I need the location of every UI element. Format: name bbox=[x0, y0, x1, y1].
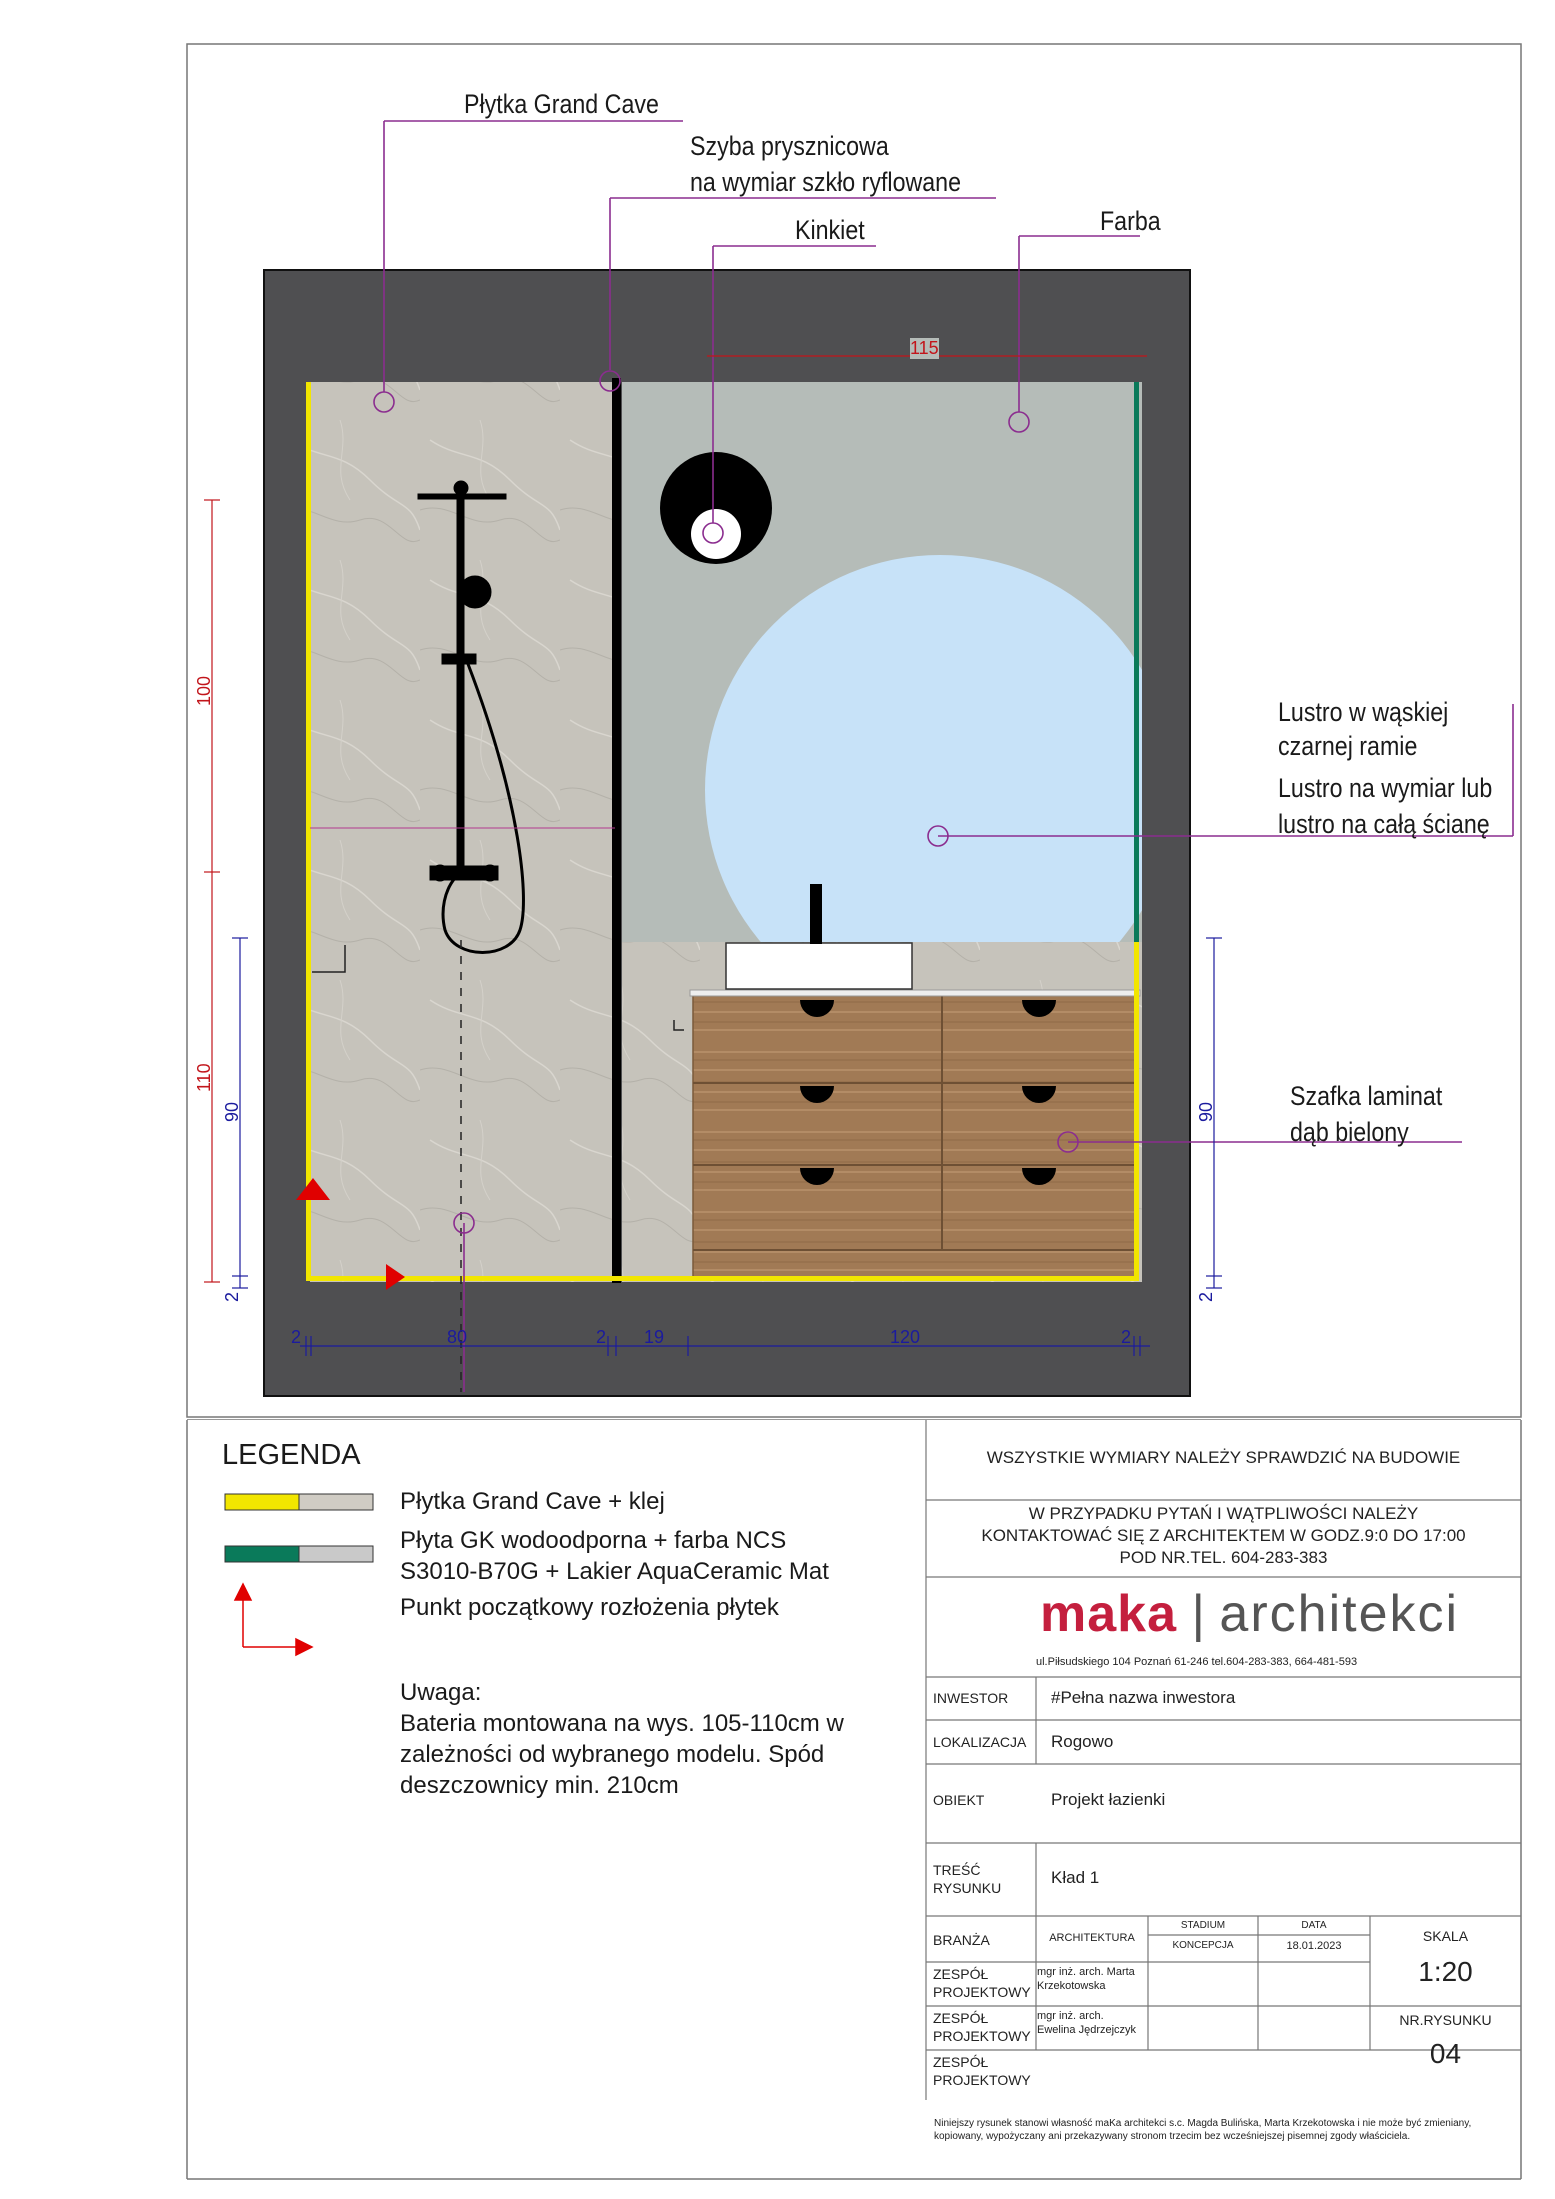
dim-bottom-80: 80 bbox=[447, 1327, 468, 1347]
brand-logo-architekci: architekci bbox=[1219, 1585, 1460, 1643]
label-cabinet-line1: Szafka laminat bbox=[1290, 1081, 1443, 1111]
dim-bottom-2a: 2 bbox=[291, 1327, 302, 1347]
brand-logo-maka: maka bbox=[1040, 1585, 1177, 1643]
team2-member-line1: mgr inż. arch. bbox=[1037, 2010, 1104, 2022]
label-glass-line1: Szyba prysznicowa bbox=[690, 131, 889, 161]
basin-faucet bbox=[810, 884, 822, 944]
note-line3: deszczownicy min. 210cm bbox=[400, 1772, 679, 1799]
legend-item-tile: Płytka Grand Cave + klej bbox=[400, 1488, 665, 1515]
drawing-no-label: NR.RYSUNKU bbox=[1399, 2012, 1492, 2028]
notice-contact-line2: KONTAKTOWAĆ SIĘ Z ARCHITEKTEM W GODZ.9:0 DO 17:00 bbox=[981, 1526, 1466, 1545]
date-label: DATA bbox=[1301, 1920, 1327, 1931]
label-cabinet-line2: dąb bielony bbox=[1290, 1117, 1409, 1147]
dim-bottom-19: 19 bbox=[644, 1327, 665, 1347]
drawing-no-value: 04 bbox=[1429, 2038, 1462, 2069]
investor-value: #Pełna nazwa inwestora bbox=[1051, 1688, 1236, 1707]
team1-label-line1: ZESPÓŁ bbox=[933, 1966, 989, 1982]
legend-swatches bbox=[225, 1494, 373, 1562]
note-line1: Bateria montowana na wys. 105-110cm w bbox=[400, 1710, 844, 1737]
dim-top-115: 115 bbox=[910, 338, 939, 358]
branch-value: ARCHITEKTURA bbox=[1049, 1932, 1135, 1944]
notice-check-dimensions: WSZYSTKIE WYMIARY NALEŻY SPRAWDZIĆ NA BUDOWIE bbox=[986, 1448, 1461, 1467]
brand-logo: maka | architekci bbox=[1040, 1585, 1460, 1643]
label-paint: Farba bbox=[1100, 206, 1161, 236]
legend-title: LEGENDA bbox=[222, 1439, 361, 1471]
note-title: Uwaga: bbox=[400, 1679, 482, 1706]
dim-right-90: 90 bbox=[1196, 1101, 1216, 1122]
label-mirror-frame-line1: Lustro w wąskiej bbox=[1278, 697, 1449, 727]
note-line2: zależności od wybranego modelu. Spód bbox=[400, 1741, 825, 1768]
legend-item-gk-line2: S3010-B70G + Lakier AquaCeramic Mat bbox=[400, 1558, 829, 1585]
footer-line2: kopiowany, wypożyczany ani przekazywany stronom trzecim bez wcześniejszej pisemnej zgody właściciela. bbox=[934, 2131, 1411, 2142]
team1-label-line2: PROJEKTOWY bbox=[933, 1984, 1031, 2000]
team3-label-line2: PROJEKTOWY bbox=[933, 2072, 1031, 2088]
gk-edge-right bbox=[1134, 382, 1139, 942]
object-label: OBIEKT bbox=[933, 1792, 985, 1808]
notice-contact-line3: POD NR.TEL. 604-283-383 bbox=[1119, 1548, 1328, 1567]
countertop bbox=[690, 990, 1140, 996]
content-label-line2: RYSUNKU bbox=[933, 1880, 1002, 1896]
dim-left-2: 2 bbox=[222, 1291, 242, 1302]
label-mirror-size-line1: Lustro na wymiar lub bbox=[1278, 773, 1493, 803]
team3-label-line1: ZESPÓŁ bbox=[933, 2054, 989, 2070]
tile-edge-right bbox=[1134, 942, 1139, 1280]
branch-label: BRANŻA bbox=[933, 1932, 990, 1948]
object-value: Projekt łazienki bbox=[1051, 1790, 1166, 1809]
dim-bottom-2b: 2 bbox=[596, 1327, 607, 1347]
dim-left-110: 110 bbox=[194, 1063, 214, 1092]
washbasin bbox=[726, 943, 912, 989]
label-tile: Płytka Grand Cave bbox=[464, 89, 659, 119]
investor-label: INWESTOR bbox=[933, 1690, 1009, 1706]
dim-left-100: 100 bbox=[194, 675, 214, 706]
footer-line1: Niniejszy rysunek stanowi własność maKa architekci s.c. Magda Bulińska, Marta Krzekotowska i nie może być zmieniany, bbox=[934, 2118, 1472, 2129]
scale-label: SKALA bbox=[1422, 1928, 1469, 1944]
team2-label-line1: ZESPÓŁ bbox=[933, 2010, 989, 2026]
tile-edge-floor bbox=[306, 1276, 1139, 1281]
location-value: Rogowo bbox=[1051, 1732, 1114, 1751]
dim-bottom-2c: 2 bbox=[1121, 1327, 1132, 1347]
dim-bottom-120: 120 bbox=[890, 1327, 921, 1347]
team1-member-line1: mgr inż. arch. Marta bbox=[1037, 1966, 1135, 1978]
scale-value: 1:20 bbox=[1418, 1956, 1473, 1987]
dim-right-2: 2 bbox=[1196, 1291, 1216, 1302]
legend-start-point-arrows bbox=[235, 1584, 312, 1655]
label-sconce: Kinkiet bbox=[795, 215, 865, 245]
team2-member-line2: Ewelina Jędrzejczyk bbox=[1037, 2024, 1137, 2036]
legend-item-gk-line1: Płyta GK wodoodporna + farba NCS bbox=[400, 1527, 787, 1554]
tile-edge-left bbox=[306, 382, 311, 1280]
label-mirror-frame-line2: czarnej ramie bbox=[1278, 731, 1418, 761]
legend-item-start: Punkt początkowy rozłożenia płytek bbox=[400, 1594, 779, 1621]
brand-address: ul.Piłsudskiego 104 Poznań 61-246 tel.604-283-383, 664-481-593 bbox=[1036, 1656, 1358, 1668]
team2-label-line2: PROJEKTOWY bbox=[933, 2028, 1031, 2044]
location-label: LOKALIZACJA bbox=[933, 1734, 1027, 1750]
notice-contact-line1: W PRZYPADKU PYTAŃ I WĄTPLIWOŚCI NALEŻY bbox=[1028, 1504, 1419, 1523]
label-mirror-size-line2: lustro na całą ścianę bbox=[1278, 809, 1490, 839]
date-value: 18.01.2023 bbox=[1286, 1940, 1342, 1952]
vanity-cabinet bbox=[693, 995, 1137, 1278]
team1-member-line2: Krzekotowska bbox=[1037, 1980, 1106, 1992]
dim-left-90: 90 bbox=[222, 1101, 242, 1122]
wall-sconce-glow bbox=[691, 509, 741, 559]
content-label-line1: TREŚĆ bbox=[933, 1862, 981, 1878]
content-value: Kład 1 bbox=[1051, 1868, 1100, 1887]
shower-glass bbox=[612, 378, 621, 1283]
stage-label: STADIUM bbox=[1180, 1920, 1226, 1931]
stage-value: KONCEPCJA bbox=[1172, 1940, 1234, 1951]
label-glass-line2: na wymiar szkło ryflowane bbox=[690, 167, 961, 197]
